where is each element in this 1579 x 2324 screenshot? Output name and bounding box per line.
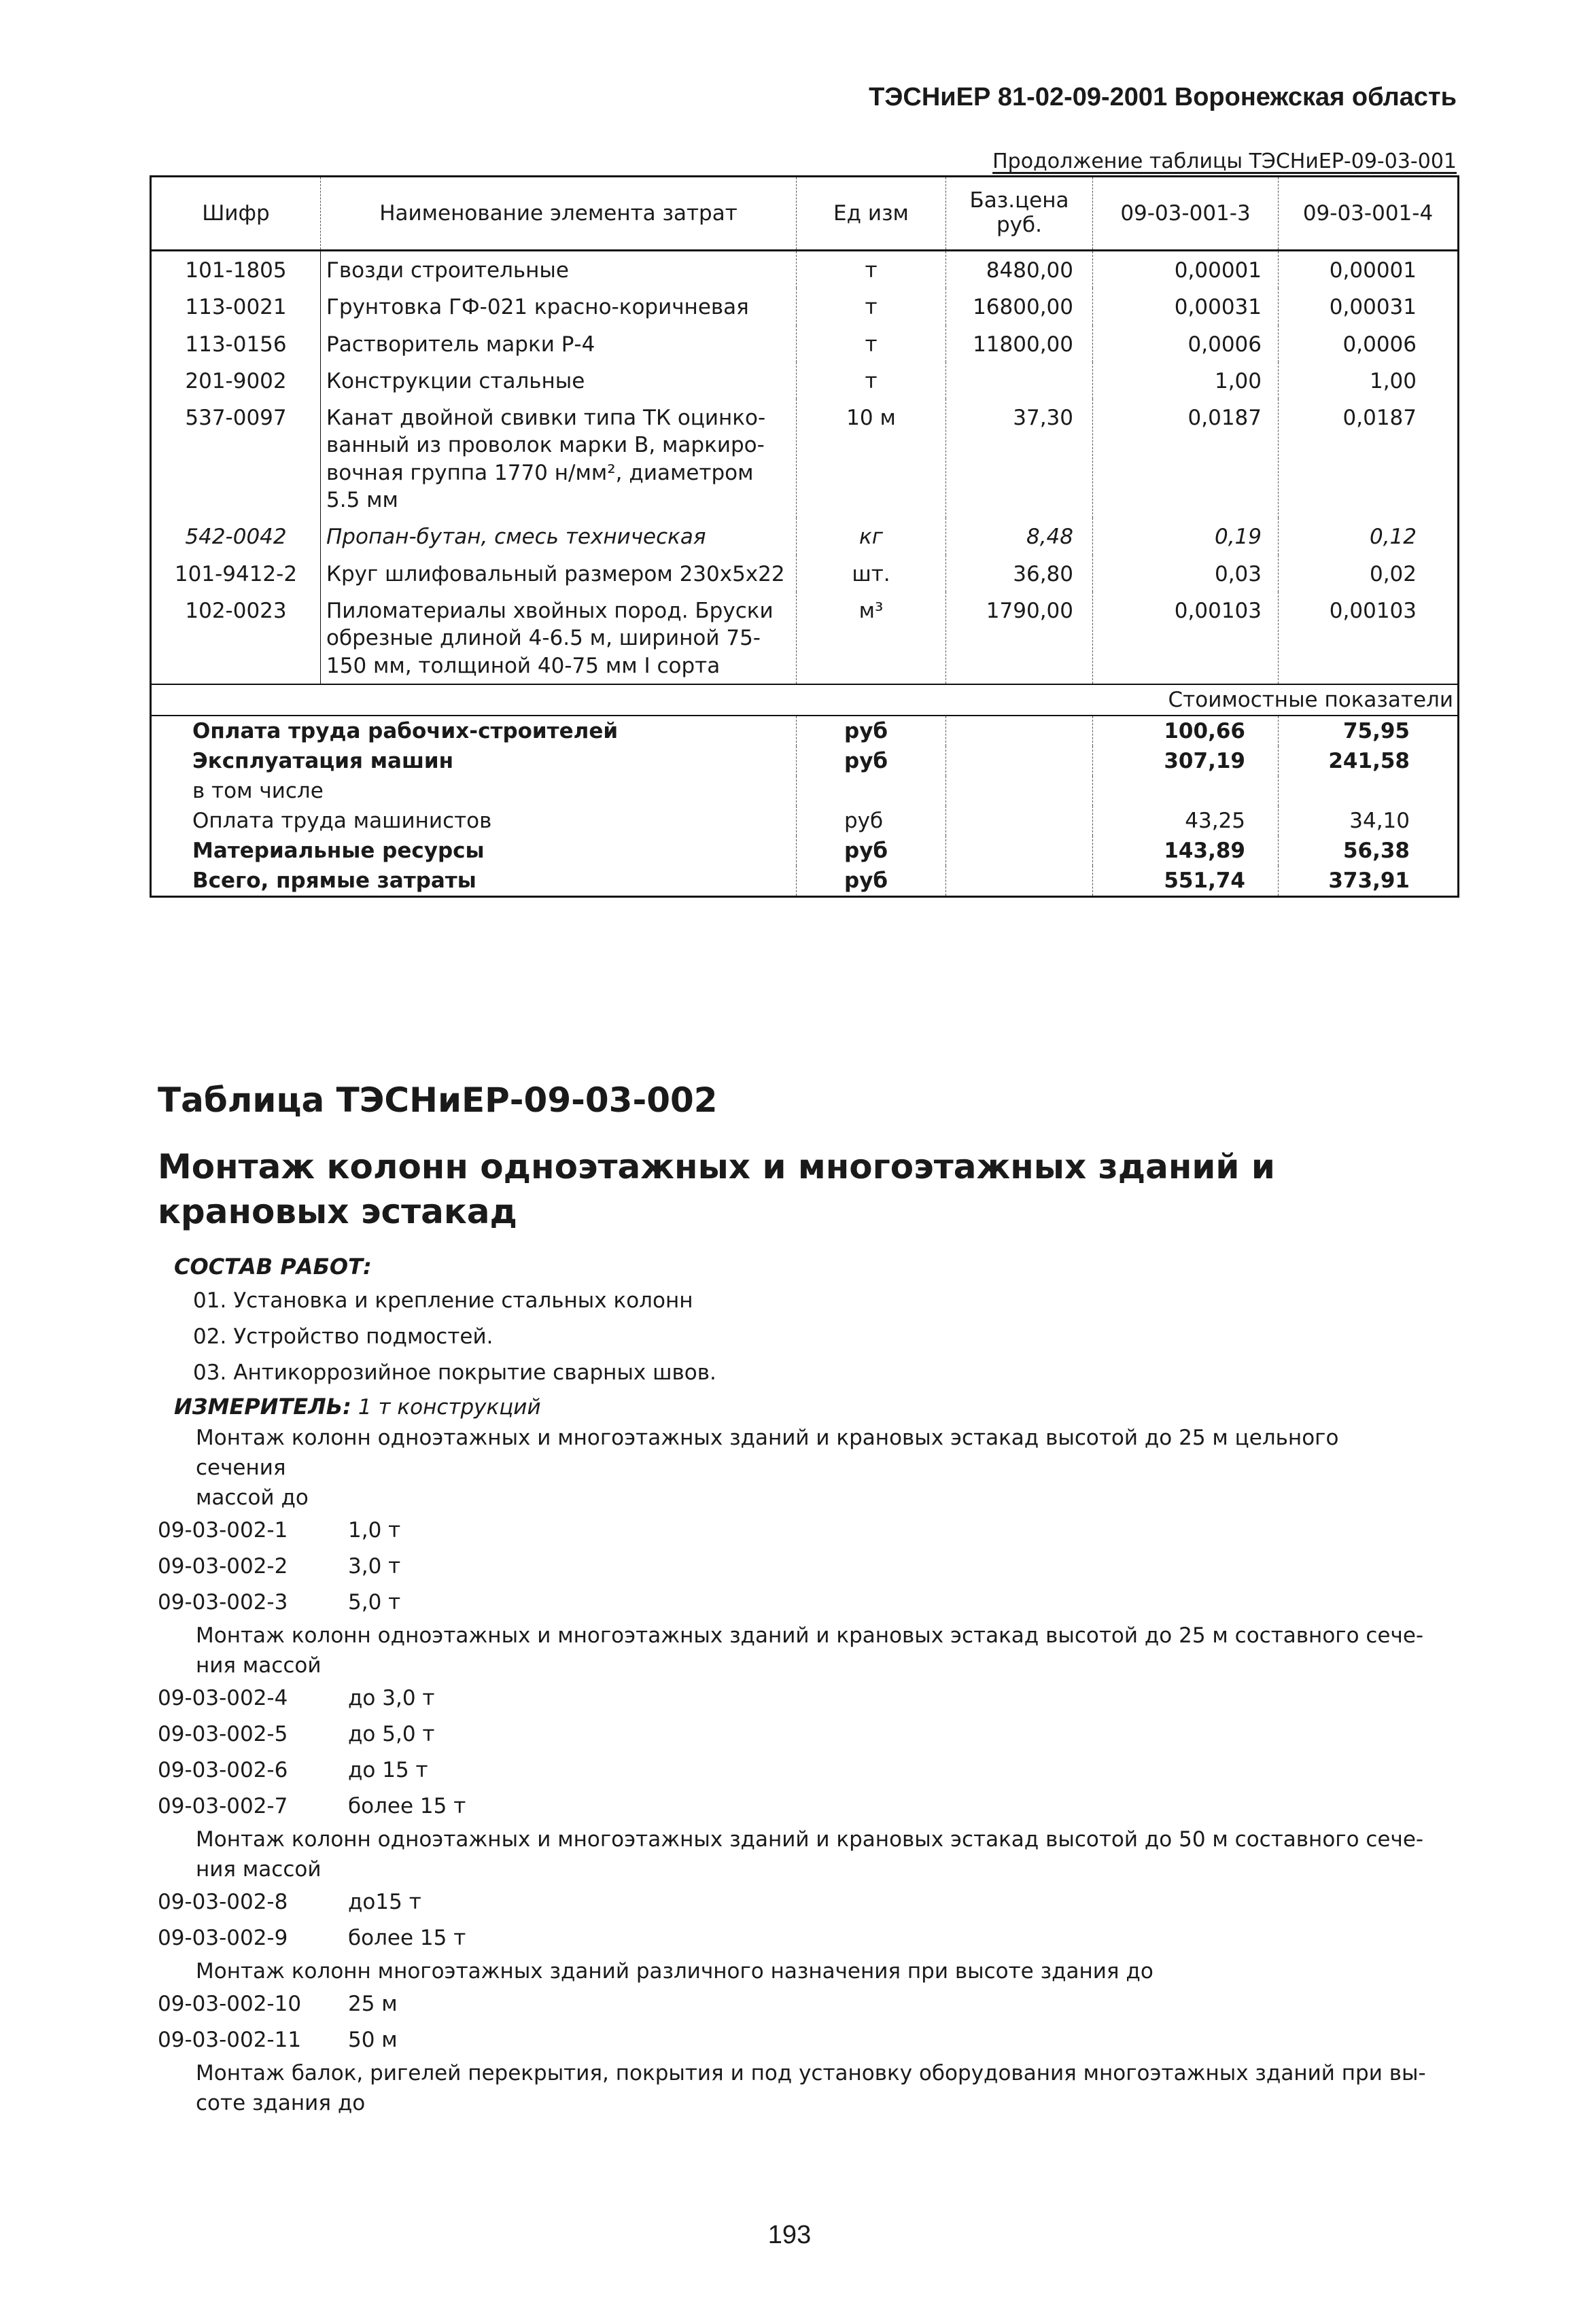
resource-base-price: 16800,00 <box>946 288 1093 325</box>
table-row <box>151 555 1459 592</box>
table-continuation-caption: Продолжение таблицы ТЭСНиЕР-09-03-001 <box>992 149 1457 173</box>
table-row <box>151 251 1459 289</box>
norm-item-code: 09-03-002-2 <box>158 1554 288 1579</box>
resource-unit: м³ <box>797 592 946 684</box>
norm-item-value: до 3,0 т <box>348 1686 435 1710</box>
norm-item-code: 09-03-002-4 <box>158 1686 288 1710</box>
cost-unit: руб <box>797 746 946 776</box>
work-number: 01. <box>193 1288 227 1313</box>
cost-name: в том числе <box>151 776 797 806</box>
resource-name: Растворитель марки Р-4 <box>321 325 797 362</box>
norm-item-value: более 15 т <box>348 1794 466 1818</box>
norm-item-value: 3,0 т <box>348 1554 401 1579</box>
cost-value-b <box>1279 776 1459 806</box>
cost-name: Материальные ресурсы <box>151 836 797 866</box>
norm-item-value: 1,0 т <box>348 1518 401 1543</box>
cost-value-b: 373,91 <box>1279 866 1459 897</box>
table-row <box>151 592 1459 684</box>
cost-unit: руб <box>797 716 946 746</box>
cost-row <box>151 716 1459 746</box>
norm-item <box>158 1585 1449 1621</box>
norm-item-value: более 15 т <box>348 1926 466 1950</box>
norm-groups <box>158 1423 1449 2118</box>
resource-base-price: 8,48 <box>946 518 1093 554</box>
resource-norms-table <box>150 175 1459 898</box>
resource-code: 101-1805 <box>151 251 321 289</box>
resource-norm-b: 0,12 <box>1279 518 1459 554</box>
work-text: Установка и крепление стальных колонн <box>233 1288 693 1313</box>
cost-unit <box>797 776 946 806</box>
norm-item-code: 09-03-002-1 <box>158 1518 288 1543</box>
resource-unit: т <box>797 325 946 362</box>
work-item <box>193 1319 1449 1355</box>
resource-name: Грунтовка ГФ-021 красно-коричневая <box>321 288 797 325</box>
norm-item <box>158 1513 1449 1549</box>
cost-name: Оплата труда машинистов <box>151 806 797 836</box>
norm-item-code: 09-03-002-9 <box>158 1926 288 1950</box>
norm-item-value: до 15 т <box>348 1758 428 1782</box>
resource-unit: шт. <box>797 555 946 592</box>
norm-item <box>158 1549 1449 1585</box>
cost-unit: руб <box>797 806 946 836</box>
column-header-unit: Ед изм <box>797 177 946 251</box>
resource-norm-a: 0,0187 <box>1093 399 1279 518</box>
group-description: Монтаж колонн многоэтажных зданий различного назначения при высоте здания до <box>196 1959 1153 1984</box>
cost-value-a <box>1093 776 1279 806</box>
measure-line <box>174 1391 1449 1423</box>
resource-norm-b: 1,00 <box>1279 362 1459 399</box>
norm-item-code: 09-03-002-6 <box>158 1758 288 1782</box>
norm-item-code: 09-03-002-7 <box>158 1794 288 1818</box>
resource-name: Конструкции стальные <box>321 362 797 399</box>
cost-unit: руб <box>797 836 946 866</box>
work-item <box>193 1283 1449 1319</box>
costs-body <box>151 684 1459 897</box>
work-text: Устройство подмостей. <box>233 1324 493 1349</box>
norm-item-code: 09-03-002-11 <box>158 2028 302 2052</box>
cost-value-a: 307,19 <box>1093 746 1279 776</box>
norm-item-code: 09-03-002-10 <box>158 1992 302 2016</box>
group-description: Монтаж колонн одноэтажных и многоэтажных зданий и крановых эстакад высотой до 25 м цельного сечения массой до <box>196 1426 1339 1510</box>
resource-base-price: 1790,00 <box>946 592 1093 684</box>
norm-item <box>158 1884 1449 1920</box>
resource-norm-a: 0,00031 <box>1093 288 1279 325</box>
cost-row <box>151 746 1459 776</box>
work-number: 02. <box>193 1324 227 1349</box>
cost-unit: руб <box>797 866 946 897</box>
cost-value-a: 143,89 <box>1093 836 1279 866</box>
works-list <box>158 1283 1449 1391</box>
resource-base-price: 36,80 <box>946 555 1093 592</box>
table-section-09-03-002 <box>158 1080 1449 2118</box>
cost-empty-cell <box>946 776 1093 806</box>
resource-norm-b: 0,02 <box>1279 555 1459 592</box>
cost-value-b: 56,38 <box>1279 836 1459 866</box>
table-row <box>151 288 1459 325</box>
resource-base-price <box>946 362 1093 399</box>
resource-base-price: 11800,00 <box>946 325 1093 362</box>
cost-value-a: 100,66 <box>1093 716 1279 746</box>
work-item <box>193 1355 1449 1391</box>
norm-item-code: 09-03-002-8 <box>158 1890 288 1914</box>
norm-item <box>158 1753 1449 1789</box>
group-description: Монтаж колонн одноэтажных и многоэтажных зданий и крановых эстакад высотой до 50 м составного сече- ния массой <box>196 1827 1424 1882</box>
norm-item <box>158 1716 1449 1753</box>
measure-label: ИЗМЕРИТЕЛЬ: <box>174 1394 351 1420</box>
resource-name: Пропан-бутан, смесь техническая <box>321 518 797 554</box>
resource-norm-a: 0,00103 <box>1093 592 1279 684</box>
norm-item <box>158 1920 1449 1956</box>
norm-item-code: 09-03-002-3 <box>158 1590 288 1615</box>
resource-unit: кг <box>797 518 946 554</box>
resource-unit: т <box>797 251 946 289</box>
section-title: Монтаж колонн одноэтажных и многоэтажных зданий и крановых эстакад <box>158 1147 1275 1231</box>
column-header-name: Наименование элемента затрат <box>321 177 797 251</box>
measure-value: 1 т конструкций <box>358 1395 541 1420</box>
cost-empty-cell <box>946 806 1093 836</box>
resource-norm-b: 0,0006 <box>1279 325 1459 362</box>
cost-value-b: 75,95 <box>1279 716 1459 746</box>
resource-code: 101-9412-2 <box>151 555 321 592</box>
column-header-code: Шифр <box>151 177 321 251</box>
cost-row <box>151 806 1459 836</box>
table-title: Таблица ТЭСНиЕР-09-03-002 <box>158 1080 718 1120</box>
cost-empty-cell <box>946 866 1093 897</box>
resource-name: Гвозди строительные <box>321 251 797 289</box>
cost-row <box>151 776 1459 806</box>
table-header-row <box>151 177 1459 251</box>
resource-code: 102-0023 <box>151 592 321 684</box>
resource-norm-b: 0,00031 <box>1279 288 1459 325</box>
resource-name: Канат двойной свивки типа ТК оцинко-ванный из проволок марки В, маркиро-вочная группа 1770 н/мм², диаметром 5.5 мм <box>321 399 797 518</box>
norm-item-value: до15 т <box>348 1890 421 1914</box>
cost-name: Эксплуатация машин <box>151 746 797 776</box>
cost-row <box>151 836 1459 866</box>
resource-code: 537-0097 <box>151 399 321 518</box>
resource-name: Круг шлифовальный размером 230х5х22 <box>321 555 797 592</box>
work-number: 03. <box>193 1360 227 1385</box>
resource-unit: 10 м <box>797 399 946 518</box>
resource-norm-b: 0,00103 <box>1279 592 1459 684</box>
resources-body <box>151 251 1459 684</box>
column-header-norm-b: 09-03-001-4 <box>1279 177 1459 251</box>
cost-header: Стоимостные показатели <box>151 684 1459 716</box>
cost-header-row <box>151 684 1459 716</box>
table-row <box>151 518 1459 554</box>
resource-norm-a: 0,19 <box>1093 518 1279 554</box>
resource-norm-b: 0,0187 <box>1279 399 1459 518</box>
cost-value-b: 34,10 <box>1279 806 1459 836</box>
group-description: Монтаж колонн одноэтажных и многоэтажных зданий и крановых эстакад высотой до 25 м составного сече- ния массой <box>196 1623 1424 1678</box>
table-row <box>151 399 1459 518</box>
works-label: СОСТАВ РАБОТ: <box>174 1254 372 1280</box>
running-header: ТЭСНиЕР 81-02-09-2001 Воронежская область <box>869 83 1457 111</box>
resource-name: Пиломатериалы хвойных пород. Бруски обрезные длиной 4-6.5 м, шириной 75-150 мм, толщиной 40-75 мм I сорта <box>321 592 797 684</box>
norm-item-code: 09-03-002-5 <box>158 1722 288 1746</box>
cost-name: Оплата труда рабочих-строителей <box>151 716 797 746</box>
resource-norm-a: 1,00 <box>1093 362 1279 399</box>
cost-value-a: 43,25 <box>1093 806 1279 836</box>
norm-item <box>158 2022 1449 2058</box>
norm-item-value: 50 м <box>348 2028 398 2052</box>
resource-code: 542-0042 <box>151 518 321 554</box>
norm-item <box>158 1680 1449 1716</box>
cost-empty-cell <box>946 746 1093 776</box>
resource-unit: т <box>797 288 946 325</box>
resource-code: 113-0021 <box>151 288 321 325</box>
column-header-norm-a: 09-03-001-3 <box>1093 177 1279 251</box>
work-text: Антикоррозийное покрытие сварных швов. <box>233 1360 716 1385</box>
resource-norm-a: 0,00001 <box>1093 251 1279 289</box>
resource-norm-b: 0,00001 <box>1279 251 1459 289</box>
cost-value-a: 551,74 <box>1093 866 1279 897</box>
norm-item <box>158 1986 1449 2022</box>
cost-empty-cell <box>946 716 1093 746</box>
group-description: Монтаж балок, ригелей перекрытия, покрытия и под установку оборудования многоэтажных зданий при вы- соте здания до <box>196 2061 1426 2115</box>
cost-empty-cell <box>946 836 1093 866</box>
resource-unit: т <box>797 362 946 399</box>
resource-base-price: 37,30 <box>946 399 1093 518</box>
resource-norm-a: 0,0006 <box>1093 325 1279 362</box>
cost-name: Всего, прямые затраты <box>151 866 797 897</box>
column-header-base-price: Баз.цена руб. <box>946 177 1093 251</box>
norm-item-value: 25 м <box>348 1992 398 2016</box>
resource-norm-a: 0,03 <box>1093 555 1279 592</box>
norm-item-value: 5,0 т <box>348 1590 401 1615</box>
resource-code: 113-0156 <box>151 325 321 362</box>
norm-item-value: до 5,0 т <box>348 1722 435 1746</box>
cost-row <box>151 866 1459 897</box>
resource-base-price: 8480,00 <box>946 251 1093 289</box>
table-row <box>151 362 1459 399</box>
resource-code: 201-9002 <box>151 362 321 399</box>
page-number: 193 <box>767 2221 812 2249</box>
cost-value-b: 241,58 <box>1279 746 1459 776</box>
norm-item <box>158 1789 1449 1825</box>
table-row <box>151 325 1459 362</box>
